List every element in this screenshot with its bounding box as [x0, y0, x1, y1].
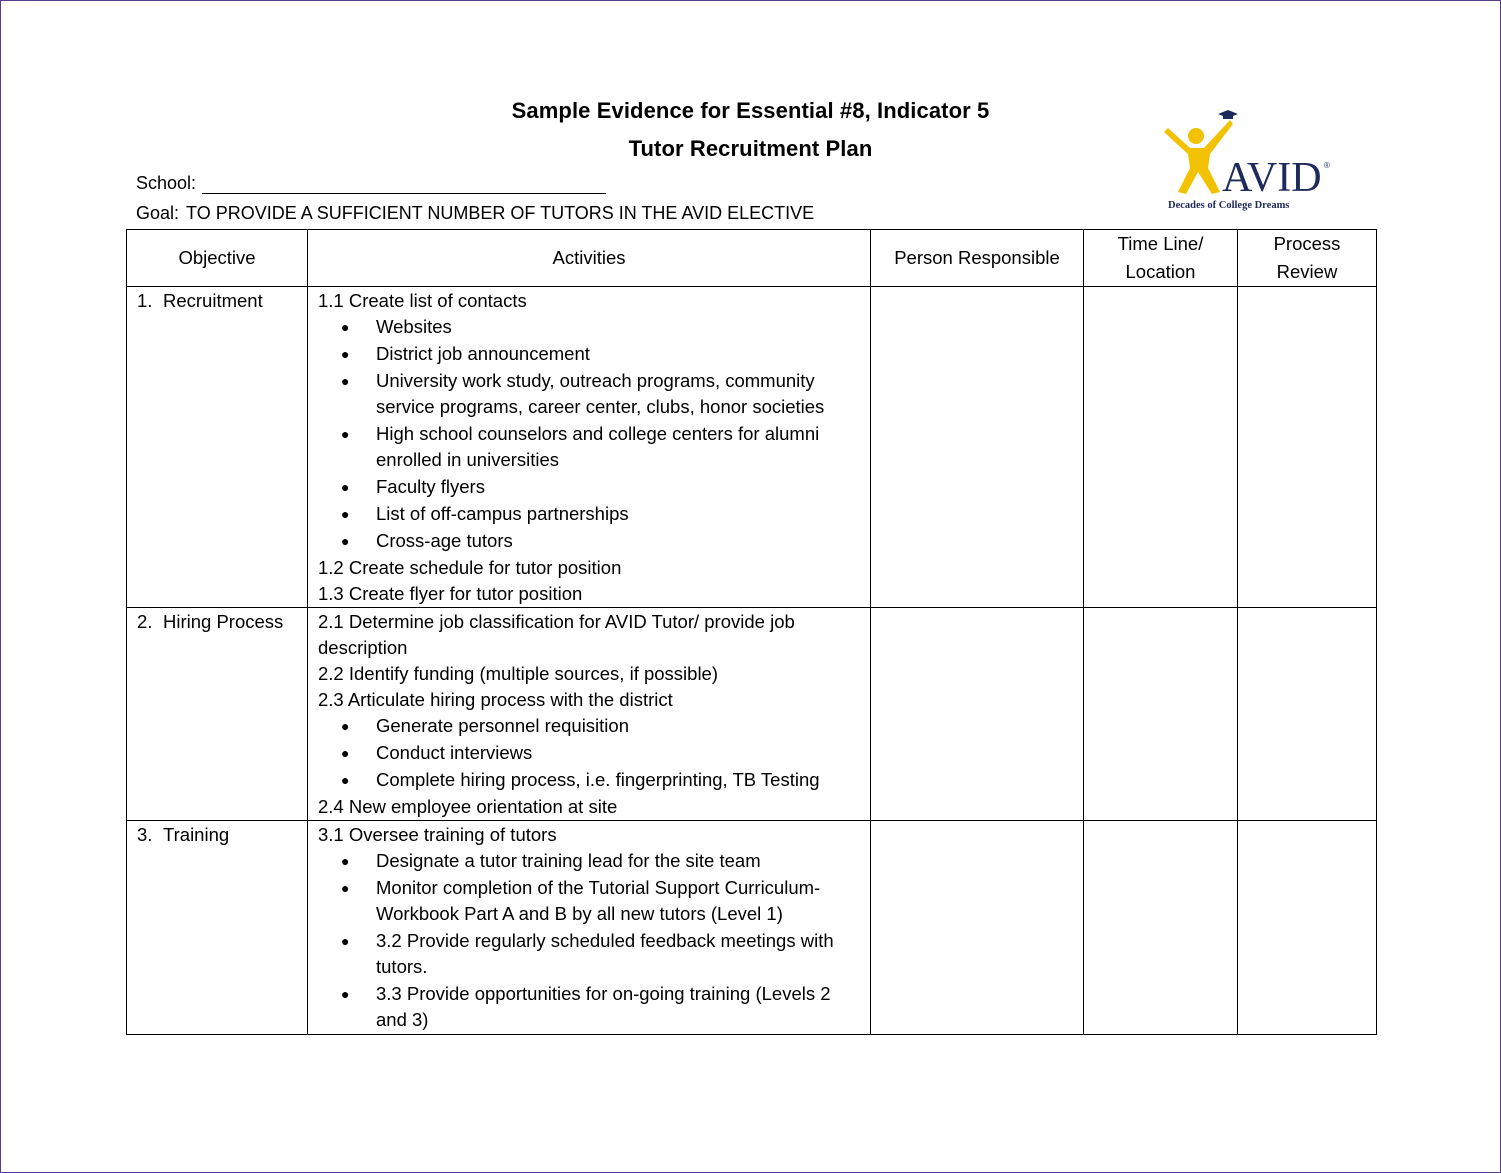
objective-text: Hiring Process	[163, 611, 284, 632]
bullet-text: Faculty flyers	[376, 476, 485, 497]
objective-number: 1.	[137, 290, 153, 311]
header-objective: Objective	[127, 230, 308, 287]
list-item	[318, 740, 860, 766]
bullet-text: List of off-campus partnerships	[376, 503, 629, 524]
bullet-icon: ●	[341, 479, 350, 495]
header-process-review	[1238, 230, 1377, 287]
school-field	[136, 173, 606, 194]
activity-bullet-list	[318, 848, 860, 1033]
recruitment-plan-table	[126, 229, 1377, 1035]
bullet-icon: ●	[341, 373, 350, 389]
activity-item: 1.2 Create schedule for tutor position	[318, 557, 622, 578]
list-item	[318, 767, 860, 793]
bullet-text: Designate a tutor training lead for the site team	[376, 850, 761, 871]
objective-cell	[127, 608, 308, 821]
time-line-location-cell[interactable]	[1084, 287, 1238, 608]
process-review-cell[interactable]	[1238, 821, 1377, 1035]
objective-number: 2.	[137, 611, 153, 632]
bullet-icon: ●	[341, 718, 350, 734]
goal-label: Goal:	[136, 203, 180, 223]
bullet-icon: ●	[341, 986, 350, 1002]
activity-item: 2.4 New employee orientation at site	[318, 796, 618, 817]
bullet-text: Conduct interviews	[376, 742, 533, 763]
activity-item: 2.2 Identify funding (multiple sources, if possible)	[318, 663, 719, 684]
document-subtitle: Tutor Recruitment Plan	[628, 136, 873, 161]
bullet-icon: ●	[341, 533, 350, 549]
person-responsible-cell[interactable]	[871, 821, 1084, 1035]
goal-text: TO PROVIDE A SUFFICIENT NUMBER OF TUTORS IN THE AVID ELECTIVE	[186, 203, 815, 223]
list-item	[318, 928, 860, 980]
list-item	[318, 848, 860, 874]
activity-bullet-list	[318, 713, 860, 793]
school-label: School:	[136, 173, 197, 193]
bullet-text: Generate personnel requisition	[376, 715, 629, 736]
activity-item: 2.1 Determine job classification for AVID Tutor/ provide job description	[318, 611, 795, 658]
list-item	[318, 368, 860, 420]
goal-line	[136, 203, 814, 224]
bullet-icon: ●	[341, 745, 350, 761]
activities-cell	[308, 821, 871, 1035]
list-item	[318, 341, 860, 367]
activity-item: 1.3 Create flyer for tutor position	[318, 583, 583, 604]
bullet-text: 3.2 Provide regularly scheduled feedback meetings with tutors.	[376, 930, 834, 977]
header-time-line-location	[1084, 230, 1238, 287]
registered-mark: ®	[1324, 161, 1330, 170]
bullet-text: High school counselors and college centers for alumni enrolled in universities	[376, 423, 820, 470]
list-item	[318, 421, 860, 473]
table-row	[127, 287, 1377, 608]
objective-text: Training	[163, 824, 230, 845]
bullet-icon: ●	[341, 319, 350, 335]
bullet-icon: ●	[341, 933, 350, 949]
activities-cell	[308, 608, 871, 821]
school-blank-line[interactable]	[202, 175, 606, 194]
bullet-icon: ●	[341, 506, 350, 522]
bullet-text: District job announcement	[376, 343, 590, 364]
list-item	[318, 981, 860, 1033]
activity-item: 3.1 Oversee training of tutors	[318, 824, 557, 845]
header-time-line-text: Time Line/	[1117, 233, 1204, 254]
person-responsible-cell[interactable]	[871, 287, 1084, 608]
table-row	[127, 608, 1377, 821]
list-item	[318, 314, 860, 340]
process-review-cell[interactable]	[1238, 608, 1377, 821]
objective-cell	[127, 821, 308, 1035]
person-responsible-cell[interactable]	[871, 608, 1084, 821]
table-row	[127, 821, 1377, 1035]
bullet-text: 3.3 Provide opportunities for on-going training (Levels 2 and 3)	[376, 983, 831, 1030]
bullet-icon: ●	[341, 772, 350, 788]
bullet-text: Websites	[376, 316, 452, 337]
bullet-icon: ●	[341, 853, 350, 869]
list-item	[318, 528, 860, 554]
activities-cell	[308, 287, 871, 608]
header-review-text: Review	[1276, 261, 1338, 282]
activity-bullet-list	[318, 314, 860, 554]
table-header-row	[127, 230, 1377, 287]
bullet-text: Cross-age tutors	[376, 530, 513, 551]
bullet-text: Monitor completion of the Tutorial Support Curriculum-Workbook Part A and B by all new tutors (Level 1)	[376, 877, 821, 924]
bullet-icon: ●	[341, 346, 350, 362]
bullet-text: Complete hiring process, i.e. fingerprinting, TB Testing	[376, 769, 820, 790]
bullet-icon: ●	[341, 426, 350, 442]
list-item	[318, 474, 860, 500]
activity-item: 2.3 Articulate hiring process with the district	[318, 689, 673, 710]
header-person-responsible: Person Responsible	[871, 230, 1084, 287]
activity-item: 1.1 Create list of contacts	[318, 290, 527, 311]
header-location-text: Location	[1125, 261, 1196, 282]
time-line-location-cell[interactable]	[1084, 821, 1238, 1035]
list-item	[318, 713, 860, 739]
objective-cell	[127, 287, 308, 608]
bullet-icon: ●	[341, 880, 350, 896]
header-process-text: Process	[1273, 233, 1341, 254]
document-title: Sample Evidence for Essential #8, Indicator 5	[511, 98, 990, 123]
objective-text: Recruitment	[163, 290, 263, 311]
avid-logo	[1160, 106, 1340, 216]
list-item	[318, 501, 860, 527]
logo-wordmark: AVID	[1222, 155, 1322, 201]
time-line-location-cell[interactable]	[1084, 608, 1238, 821]
header-activities: Activities	[308, 230, 871, 287]
graduation-cap-icon	[1218, 110, 1238, 119]
process-review-cell[interactable]	[1238, 287, 1377, 608]
list-item	[318, 875, 860, 927]
logo-tagline: Decades of College Dreams	[1168, 200, 1290, 211]
bullet-text: University work study, outreach programs, community service programs, career center, clubs, honor societies	[376, 370, 825, 417]
objective-number: 3.	[137, 824, 153, 845]
